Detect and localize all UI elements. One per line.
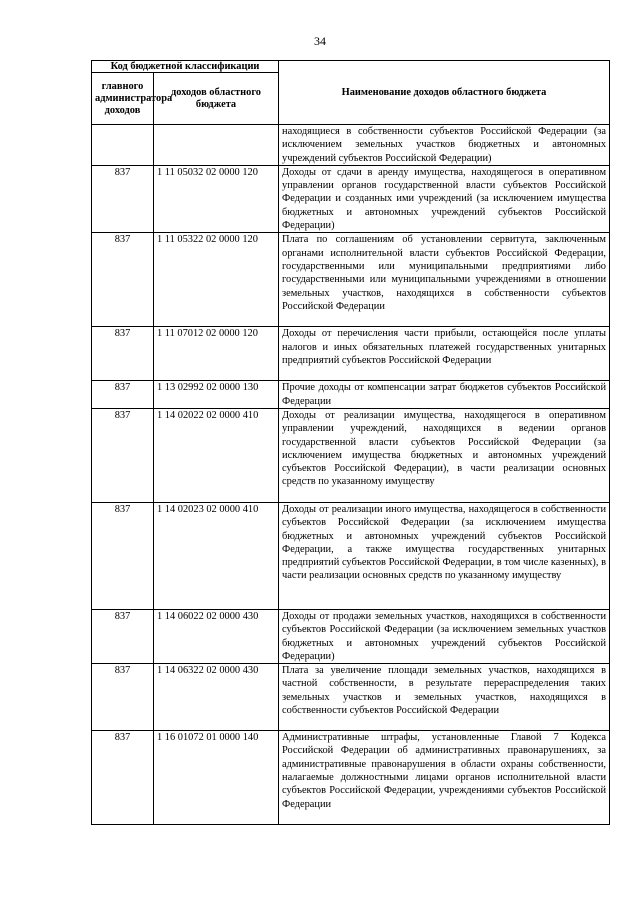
admin-code-cell: 837 — [92, 664, 154, 731]
table-row — [92, 609, 610, 663]
table-row — [92, 408, 610, 502]
income-name-cell: Плата по соглашениям об установлении сервитута, заключенным органами исполнительной власти субъектов Российской Федерации, государственными или муниципальными предприятиями либо государственными или муниципальными учреждениями в отношении земельных участков, находящихся в собственности субъектов Российской Федерации — [279, 233, 610, 327]
admin-code-cell: 837 — [92, 327, 154, 381]
income-code-cell: 1 16 01072 01 0000 140 — [154, 731, 279, 825]
table-row — [92, 664, 610, 731]
admin-code-cell: 837 — [92, 165, 154, 232]
income-code-cell: 1 11 05032 02 0000 120 — [154, 165, 279, 232]
admin-code-cell: 837 — [92, 233, 154, 327]
header-main-administrator: главного администратора доходов — [92, 73, 154, 125]
income-name-cell: Доходы от сдачи в аренду имущества, находящегося в оперативном управлении органов государственной власти субъектов Российской Федерации и созданных ими учреждений (за исключением имущества бюджетных и автономных учреждений субъектов Российской Федерации) — [279, 165, 610, 232]
header-regional-budget-income: доходов областного бюджета — [154, 73, 279, 125]
income-code-cell: 1 14 06022 02 0000 430 — [154, 609, 279, 663]
table-row — [92, 327, 610, 381]
income-name-cell: Административные штрафы, установленные Главой 7 Кодекса Российской Федерации об административных правонарушениях, за административные правонарушения в области охраны собственности, налагаемые должностными лицами органов исполнительной власти субъектов Российской Федерации, учреждениями субъектов Российской Федерации — [279, 731, 610, 825]
income-name-cell: Доходы от реализации имущества, находящегося в оперативном управлении учреждений, находящихся в ведении органов государственной власти субъектов Российской Федерации (за исключением имущества бюджетных и автономных учреждений субъектов Российской Федерации), в части реализации основных средств по указанному имуществу — [279, 408, 610, 502]
table-row — [92, 125, 610, 166]
admin-code-cell — [92, 125, 154, 166]
header-budget-classification-code: Код бюджетной классификации — [92, 61, 279, 73]
admin-code-cell: 837 — [92, 731, 154, 825]
admin-code-cell: 837 — [92, 381, 154, 409]
income-name-cell: Доходы от перечисления части прибыли, остающейся после уплаты налогов и иных обязательных платежей государственных унитарных предприятий субъектов Российской Федерации — [279, 327, 610, 381]
income-name-cell: Прочие доходы от компенсации затрат бюджетов субъектов Российской Федерации — [279, 381, 610, 409]
income-code-cell: 1 13 02992 02 0000 130 — [154, 381, 279, 409]
admin-code-cell: 837 — [92, 609, 154, 663]
income-code-cell — [154, 125, 279, 166]
income-name-cell: Плата за увеличение площади земельных участков, находящихся в частной собственности, в результате перераспределения таких земельных участков и земельных участков, находящихся в собственности субъектов Российской Федерации — [279, 664, 610, 731]
income-code-cell: 1 14 02022 02 0000 410 — [154, 408, 279, 502]
budget-classification-table — [91, 60, 610, 825]
income-name-cell: Доходы от реализации иного имущества, находящегося в собственности субъектов Российской Федерации (за исключением имущества бюджетных и автономных учреждений субъектов Российской Федерации, а также имущества государственных унитарных предприятий субъектов Российской Федерации, в том числе казенных), в части реализации основных средств по указанному имуществу — [279, 502, 610, 609]
income-code-cell: 1 11 05322 02 0000 120 — [154, 233, 279, 327]
income-name-cell: находящиеся в собственности субъектов Российской Федерации (за исключением земельных участков бюджетных и автономных учреждений субъектов Российской Федерации) — [279, 125, 610, 166]
income-code-cell: 1 11 07012 02 0000 120 — [154, 327, 279, 381]
income-name-cell: Доходы от продажи земельных участков, находящихся в собственности субъектов Российской Федерации (за исключением земельных участков бюджетных и автономных учреждений субъектов Российской Федерации) — [279, 609, 610, 663]
table-row — [92, 381, 610, 409]
income-code-cell: 1 14 06322 02 0000 430 — [154, 664, 279, 731]
admin-code-cell: 837 — [92, 408, 154, 502]
table-row — [92, 165, 610, 232]
table-row — [92, 731, 610, 825]
admin-code-cell: 837 — [92, 502, 154, 609]
table-row — [92, 502, 610, 609]
header-income-name: Наименование доходов областного бюджета — [279, 61, 610, 125]
table-row — [92, 233, 610, 327]
page-number: 34 — [314, 34, 326, 48]
income-code-cell: 1 14 02023 02 0000 410 — [154, 502, 279, 609]
